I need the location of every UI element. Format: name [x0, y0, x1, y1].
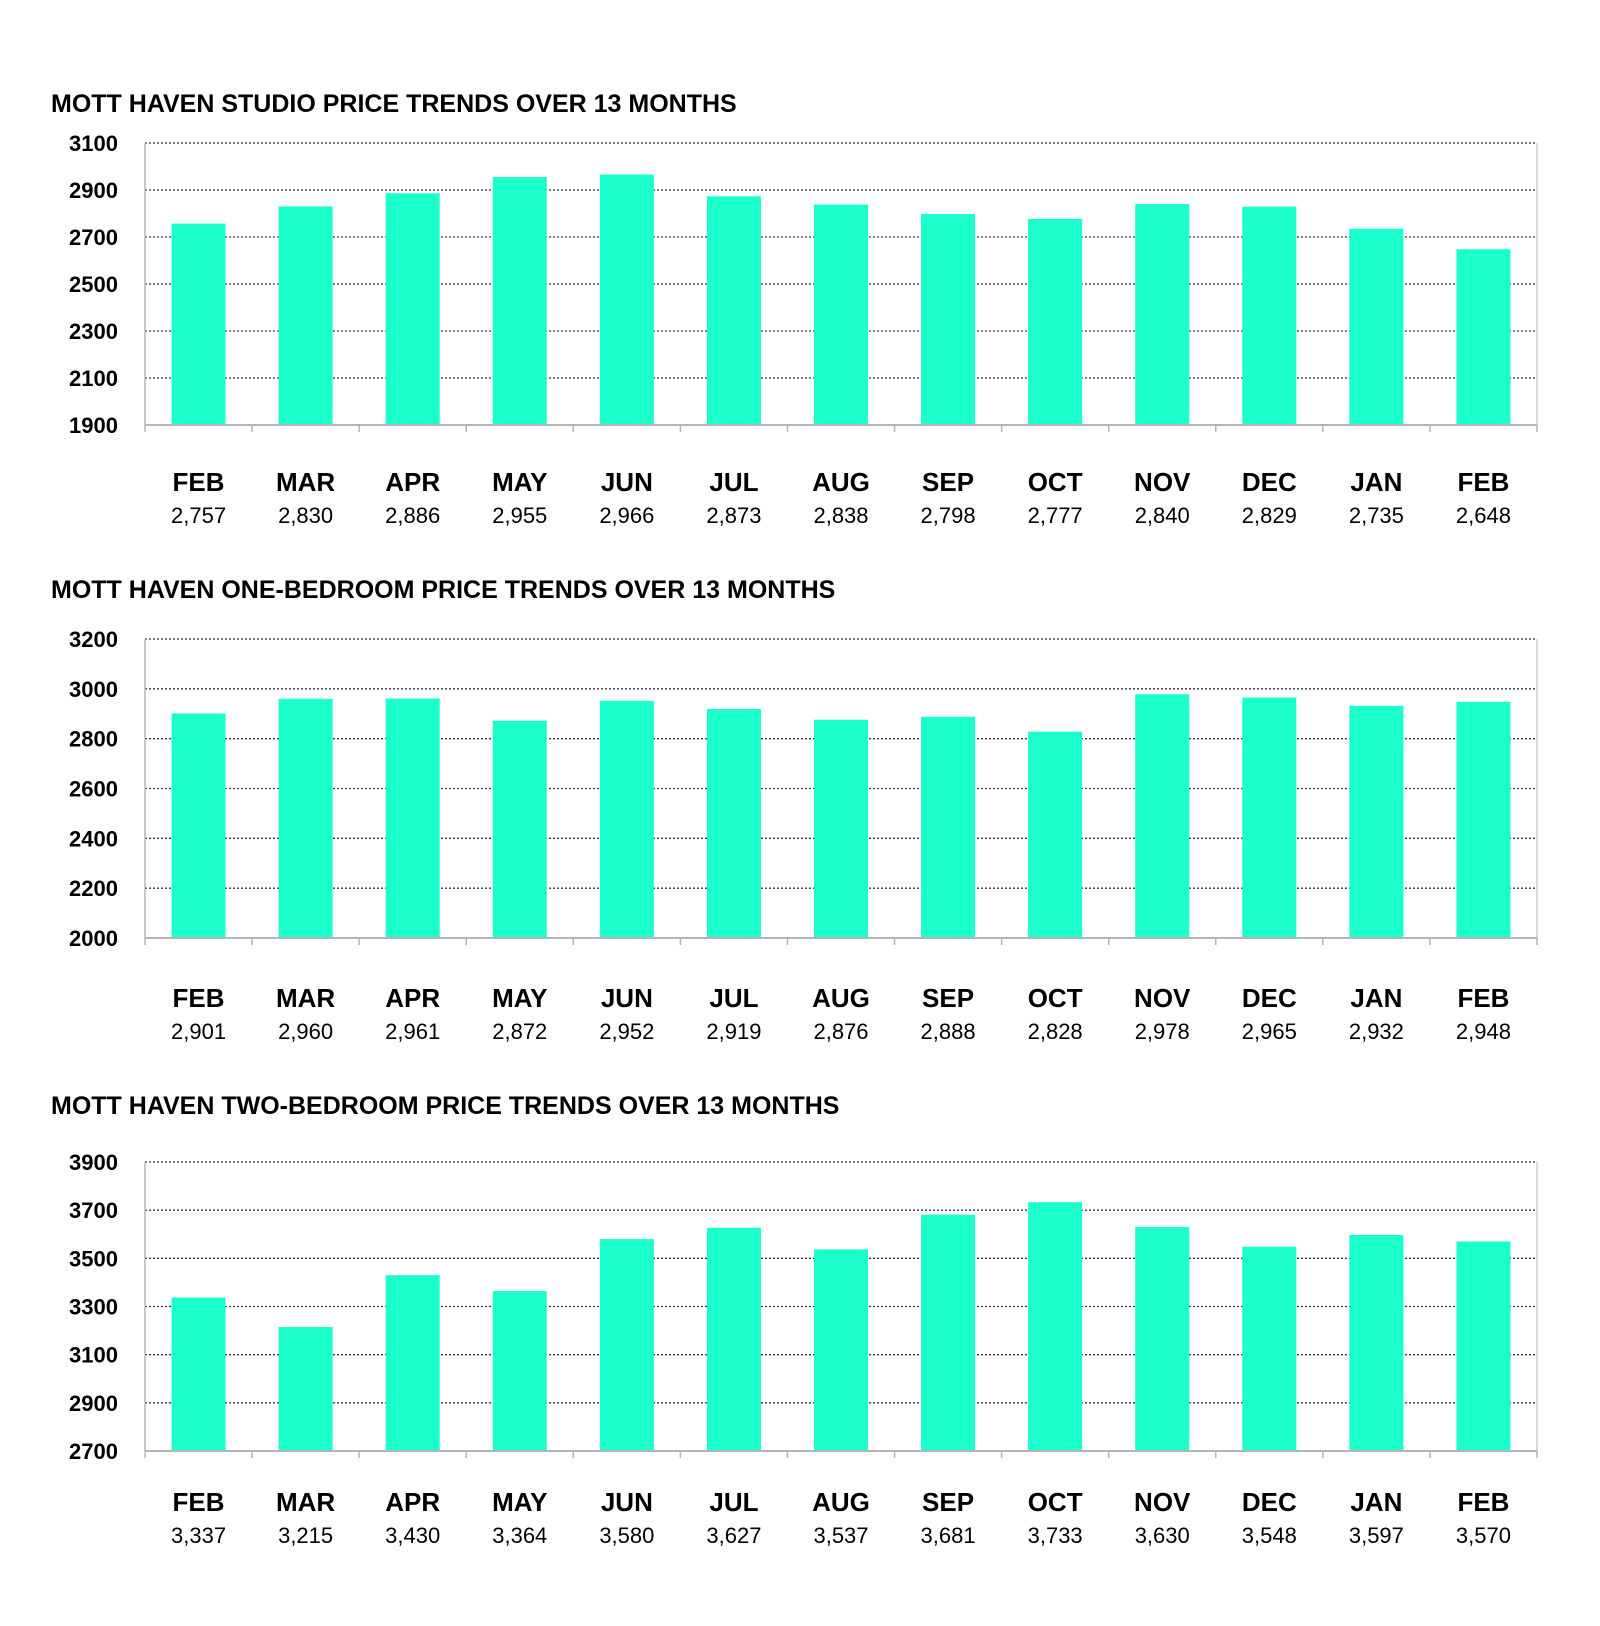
studio-value-label: 2,735 — [1348, 503, 1404, 528]
studio-value-label: 2,830 — [278, 503, 334, 528]
studio-chart-title: MOTT HAVEN STUDIO PRICE TRENDS OVER 13 MONTHS — [51, 90, 737, 118]
two-bedroom-bar-3 — [386, 1275, 440, 1451]
two-bedroom-value-label: 3,630 — [1134, 1523, 1190, 1548]
studio-category-label: SEP — [922, 467, 975, 497]
studio-category-label: JAN — [1350, 467, 1403, 497]
two-bedroom-value-label: 3,337 — [171, 1523, 227, 1548]
two-bedroom-y-tick-label: 3500 — [69, 1246, 118, 1272]
two-bedroom-bar-1 — [172, 1298, 226, 1451]
studio-category-label: MAY — [492, 467, 548, 497]
studio-y-tick-label: 2100 — [69, 366, 118, 391]
studio-y-tick-label: 3100 — [69, 131, 118, 156]
two-bedroom-category-label: DEC — [1241, 1487, 1297, 1517]
one-bedroom-value-label: 2,952 — [599, 1019, 655, 1044]
studio-category-label: FEB — [172, 467, 225, 497]
two-bedroom-chart-title: MOTT HAVEN TWO-BEDROOM PRICE TRENDS OVER 13 MONTHS — [51, 1092, 840, 1120]
one-bedroom-chart-title: MOTT HAVEN ONE-BEDROOM PRICE TRENDS OVER 13 MONTHS — [51, 576, 836, 604]
one-bedroom-category-label: JUN — [600, 983, 653, 1013]
two-bedroom-bar-13 — [1456, 1241, 1510, 1451]
one-bedroom-value-label: 2,919 — [706, 1019, 762, 1044]
one-bedroom-category-label: MAR — [276, 983, 336, 1013]
two-bedroom-bar-6 — [707, 1228, 761, 1451]
one-bedroom-category-label: JAN — [1350, 983, 1403, 1013]
studio-category-label: FEB — [1457, 467, 1510, 497]
studio-category-label: DEC — [1241, 467, 1297, 497]
one-bedroom-category-label: APR — [385, 983, 441, 1013]
studio-value-label: 2,777 — [1027, 503, 1083, 528]
one-bedroom-value-label: 2,978 — [1134, 1019, 1190, 1044]
studio-category-label: MAR — [276, 467, 336, 497]
studio-value-label: 2,955 — [492, 503, 548, 528]
studio-value-label: 2,966 — [599, 503, 655, 528]
one-bedroom-value-label: 2,888 — [920, 1019, 976, 1044]
two-bedroom-category-label: JUN — [600, 1487, 653, 1517]
studio-category-label: JUN — [600, 467, 653, 497]
two-bedroom-category-label: SEP — [922, 1487, 975, 1517]
one-bedroom-y-tick-label: 3200 — [69, 627, 118, 652]
one-bedroom-value-label: 2,901 — [171, 1019, 227, 1044]
one-bedroom-value-label: 2,828 — [1027, 1019, 1083, 1044]
one-bedroom-y-tick-label: 2800 — [69, 726, 118, 752]
two-bedroom-bar-2 — [279, 1327, 333, 1451]
studio-value-label: 2,886 — [385, 503, 441, 528]
one-bedroom-y-tick-label: 3000 — [69, 676, 118, 702]
two-bedroom-category-label: MAY — [492, 1487, 548, 1517]
one-bedroom-value-label: 2,872 — [492, 1019, 548, 1044]
two-bedroom-value-label: 3,733 — [1027, 1523, 1083, 1548]
two-bedroom-category-label: FEB — [1457, 1487, 1510, 1517]
two-bedroom-category-label: OCT — [1027, 1487, 1083, 1517]
two-bedroom-category-label: AUG — [812, 1487, 870, 1517]
two-bedroom-y-tick-label: 3700 — [69, 1198, 118, 1224]
two-bedroom-value-label: 3,430 — [385, 1523, 441, 1548]
one-bedroom-category-label: OCT — [1027, 983, 1083, 1013]
one-bedroom-category-label: AUG — [812, 983, 870, 1013]
studio-value-label: 2,798 — [920, 503, 976, 528]
studio-category-label: JUL — [709, 467, 759, 497]
two-bedroom-bar-10 — [1135, 1227, 1189, 1451]
two-bedroom-value-label: 3,627 — [706, 1523, 762, 1548]
one-bedroom-category-label: MAY — [492, 983, 548, 1013]
studio-value-label: 2,838 — [813, 503, 869, 528]
two-bedroom-bar-12 — [1349, 1235, 1403, 1451]
two-bedroom-value-label: 3,364 — [492, 1523, 548, 1548]
studio-value-label: 2,648 — [1455, 503, 1511, 528]
one-bedroom-value-label: 2,960 — [278, 1019, 334, 1044]
studio-value-label: 2,873 — [706, 503, 762, 528]
studio-category-label: NOV — [1134, 467, 1191, 497]
one-bedroom-y-tick-label: 2400 — [69, 826, 118, 852]
two-bedroom-category-label: MAR — [276, 1487, 336, 1517]
one-bedroom-y-tick-label: 2000 — [69, 926, 118, 951]
two-bedroom-y-tick-label: 3100 — [69, 1342, 118, 1368]
two-bedroom-category-label: FEB — [172, 1487, 225, 1517]
one-bedroom-value-label: 2,932 — [1348, 1019, 1404, 1044]
two-bedroom-bar-8 — [921, 1215, 975, 1451]
studio-y-tick-label: 2900 — [69, 178, 118, 203]
one-bedroom-category-label: NOV — [1134, 983, 1191, 1013]
two-bedroom-category-label: NOV — [1134, 1487, 1191, 1517]
one-bedroom-value-label: 2,965 — [1241, 1019, 1297, 1044]
one-bedroom-value-label: 2,961 — [385, 1019, 441, 1044]
studio-y-tick-label: 1900 — [69, 413, 118, 438]
two-bedroom-y-tick-label: 2900 — [69, 1390, 118, 1416]
two-bedroom-bar-9 — [1028, 1202, 1082, 1451]
one-bedroom-category-label: FEB — [172, 983, 225, 1013]
studio-y-tick-label: 2700 — [69, 225, 118, 250]
two-bedroom-value-label: 3,548 — [1241, 1523, 1297, 1548]
two-bedroom-y-tick-label: 2700 — [69, 1439, 118, 1464]
two-bedroom-value-label: 3,215 — [278, 1523, 334, 1548]
one-bedroom-y-tick-label: 2600 — [69, 776, 118, 802]
two-bedroom-y-tick-label: 3900 — [69, 1150, 118, 1175]
one-bedroom-value-label: 2,876 — [813, 1019, 869, 1044]
studio-y-tick-label: 2500 — [69, 272, 118, 297]
two-bedroom-bar-4 — [493, 1291, 547, 1451]
two-bedroom-value-label: 3,597 — [1348, 1523, 1404, 1548]
studio-category-label: AUG — [812, 467, 870, 497]
two-bedroom-value-label: 3,681 — [920, 1523, 976, 1548]
one-bedroom-category-label: DEC — [1241, 983, 1297, 1013]
two-bedroom-bar-11 — [1242, 1247, 1296, 1451]
one-bedroom-category-label: JUL — [709, 983, 759, 1013]
one-bedroom-category-label: SEP — [922, 983, 975, 1013]
two-bedroom-category-label: APR — [385, 1487, 441, 1517]
two-bedroom-value-label: 3,537 — [813, 1523, 869, 1548]
studio-value-label: 2,829 — [1241, 503, 1297, 528]
one-bedroom-value-label: 2,948 — [1455, 1019, 1511, 1044]
two-bedroom-value-label: 3,580 — [599, 1523, 655, 1548]
studio-category-label: APR — [385, 467, 441, 497]
two-bedroom-category-label: JUL — [709, 1487, 759, 1517]
two-bedroom-bar-5 — [600, 1239, 654, 1451]
studio-value-label: 2,840 — [1134, 503, 1190, 528]
two-bedroom-bar-7 — [814, 1249, 868, 1451]
two-bedroom-category-label: JAN — [1350, 1487, 1403, 1517]
one-bedroom-category-label: FEB — [1457, 983, 1510, 1013]
two-bedroom-value-label: 3,570 — [1455, 1523, 1511, 1548]
studio-value-label: 2,757 — [171, 503, 227, 528]
studio-y-tick-label: 2300 — [69, 319, 118, 344]
two-bedroom-y-tick-label: 3300 — [69, 1294, 118, 1320]
one-bedroom-y-tick-label: 2200 — [69, 876, 118, 902]
studio-category-label: OCT — [1027, 467, 1083, 497]
